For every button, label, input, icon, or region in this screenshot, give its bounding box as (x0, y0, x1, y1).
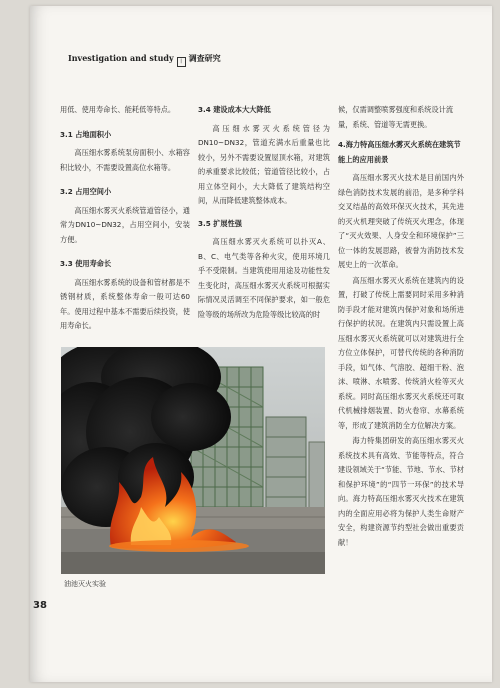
paragraph-4-2: 高压细水雾灭火系统在建筑内的设置，打破了传统上需要同时采用多种消防手段才能对建筑内保护对象和场所进行保护的状况。在建筑内只需设置上高压细水雾灭火系统就可以对建筑进行全方位立体保护，可替代传统的各种消防手段，如气体、气溶胶、超细干粉、泡沫、喷淋、水喷雾、传统消火栓等灭火系统。同时高压细水雾灭火系统还可取代机械排烟装置、防火卷帘、水幕系统等，形成了建筑消防全方位解决方案。 (338, 275, 464, 430)
paragraph-3-5: 高压细水雾灭火系统可以扑灭A、B、C、电气类等各种火灾，使用环境几乎不受限制。当建筑使用用途及功能性发生变化时，高压细水雾灭火系统可根据实际情况灵活调至不同保护要求，如一般危险等级的场所改为危险等级比较高的时 (198, 237, 330, 319)
paragraph-4-1: 高压细水雾灭火技术是目前国内外绿色消防技术发展的前沿，是多种学科交叉结晶的高效环保灭火技术，其先进的灭火机理突破了传统灭火理念，体现了“灭火效果、人身安全和环境保护”三位一体的发展思路，被誉为消防技术发展史上的一次革命。 (338, 173, 464, 269)
continued-paragraph: 候，仅需调整喷雾强度和系统设计流量，系统、管道等无需更换。 (338, 105, 454, 129)
fire-test-photo (61, 347, 325, 574)
paragraph-3-2: 高压细水雾灭火系统管道管径小，通常为DN10~DN32，占用空间小，安装方便。 (60, 205, 190, 244)
heading-4: 4.海力特高压细水雾灭火系统在建筑节能上的应用前景 (338, 140, 461, 164)
heading-3-3: 3.3 使用寿命长 (60, 259, 112, 268)
text-column-right (338, 103, 464, 550)
photo-caption: 油池灭火实验 (64, 580, 106, 588)
heading-3-4: 3.4 建设成本大大降低 (198, 105, 271, 114)
paragraph-3-3: 高压细水雾系统的设备和管材都是不锈钢材质，系统整体寿命一般可达60年。使用过程中基本不需要后续投资，使用寿命长。 (60, 277, 190, 330)
continued-paragraph: 用低、使用寿命长、能耗低等特点。 (60, 105, 176, 114)
section-title-en: Investigation and study (68, 53, 174, 63)
page-number: 38 (33, 600, 47, 611)
text-column-middle (198, 103, 330, 322)
heading-3-5: 3.5 扩展性强 (198, 218, 242, 228)
heading-3-1: 3.1 占地面积小 (60, 129, 112, 139)
section-divider-icon: | (177, 57, 186, 67)
heading-3-2: 3.2 占用空间小 (60, 187, 112, 196)
text-column-left (60, 103, 190, 334)
paragraph-3-1: 高压细水雾系统泵房面积小、水箱容积比较小，不需要设置高位水箱等。 (60, 148, 190, 172)
fire-test-illustration (61, 347, 325, 574)
section-header (68, 53, 221, 67)
section-title-cn: 调查研究 (188, 54, 221, 63)
paragraph-4-3: 海力特集团研发的高压细水雾灭火系统技术具有高效、节能等特点，符合建设领域关于“节能、节地、节水、节材和保护环境”的“四节一环保”的技术导向。海力特高压细水雾灭火技术在建筑内的全面应用必将为保护人类生命财产安全，构建资源节约型社会做出重要贡献！ (338, 436, 464, 547)
paragraph-3-4: 高压细水雾灭火系统管径为DN10~DN32，管道充满水后重量也比较小，另外不需要设置屋顶水箱，对建筑的承重要求比较低；管道管径比较小，占用立体空间小，大大降低了建筑结构空间，从而降低建筑整体成本。 (198, 123, 330, 205)
